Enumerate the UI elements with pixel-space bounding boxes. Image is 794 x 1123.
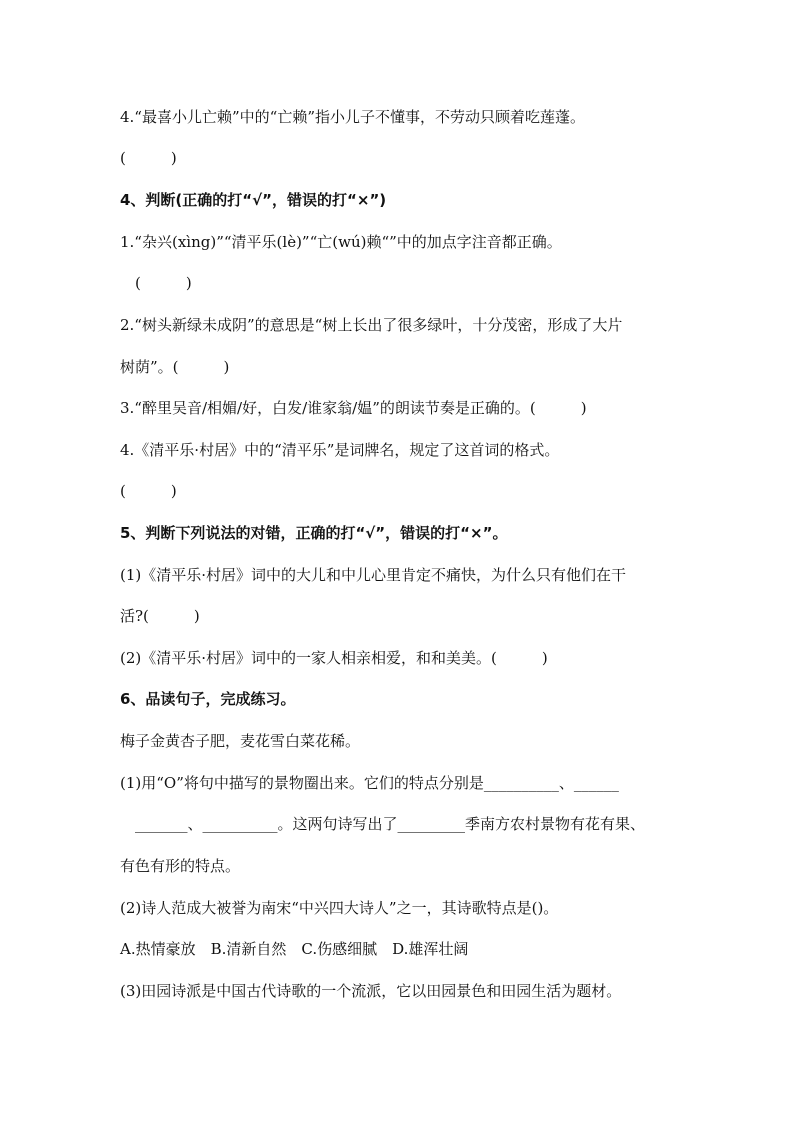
question-line: (2)诗人范成大被誉为南宋“中兴四大诗人”之一，其诗歌特点是()。: [120, 899, 559, 917]
section-heading: 4、判断(正确的打“√”，错误的打“×”): [120, 191, 387, 209]
question-line: 4.“最喜小儿亡赖”中的“亡赖”指小儿子不懂事，不劳动只顾着吃莲蓬。: [120, 108, 585, 126]
question-line: (2)《清平乐·村居》词中的一家人相亲相爱，和和美美。( ): [120, 649, 548, 667]
poem-line: 梅子金黄杏子肥，麦花雪白菜花稀。: [120, 732, 361, 750]
question-line: 2.“树头新绿未成阴”的意思是“树上长出了很多绿叶，十分茂密，形成了大片: [120, 316, 623, 334]
section-heading: 6、品读句子，完成练习。: [120, 690, 296, 708]
answer-blank: ( ): [120, 482, 177, 500]
answer-blank: ( ): [120, 274, 192, 292]
question-line: 有色有形的特点。: [120, 857, 241, 875]
question-line: 1.“杂兴(xìng)”“清平乐(lè)”“亡(wú)赖“”中的加点字注音都正确。: [120, 233, 562, 251]
choice-options: A.热情豪放 B.清新自然 C.伤感细腻 D.雄浑壮阔: [120, 940, 469, 958]
question-line: 活?( ): [120, 607, 200, 625]
question-line: 4.《清平乐·村居》中的“清平乐”是词牌名，规定了这首词的格式。: [120, 441, 560, 459]
question-line: (1)用“O”将句中描写的景物圈出来。它们的特点分别是__________、______: [120, 774, 619, 792]
answer-blank: ( ): [120, 149, 177, 167]
question-line: (1)《清平乐·村居》词中的大儿和中儿心里肯定不痛快，为什么只有他们在干: [120, 566, 627, 584]
question-line: 树荫”。( ): [120, 358, 230, 376]
section-heading: 5、判断下列说法的对错，正确的打“√”，错误的打“×”。: [120, 524, 508, 542]
question-line: (3)田园诗派是中国古代诗歌的一个流派，它以田园景色和田园生活为题材。: [120, 982, 622, 1000]
question-line: _______、__________。这两句诗写出了_________季南方农村景物有花有果、: [120, 815, 646, 833]
question-line: 3.“醉里吴音/相媚/好，白发/谁家翁/媪”的朗读节奏是正确的。( ): [120, 399, 587, 417]
